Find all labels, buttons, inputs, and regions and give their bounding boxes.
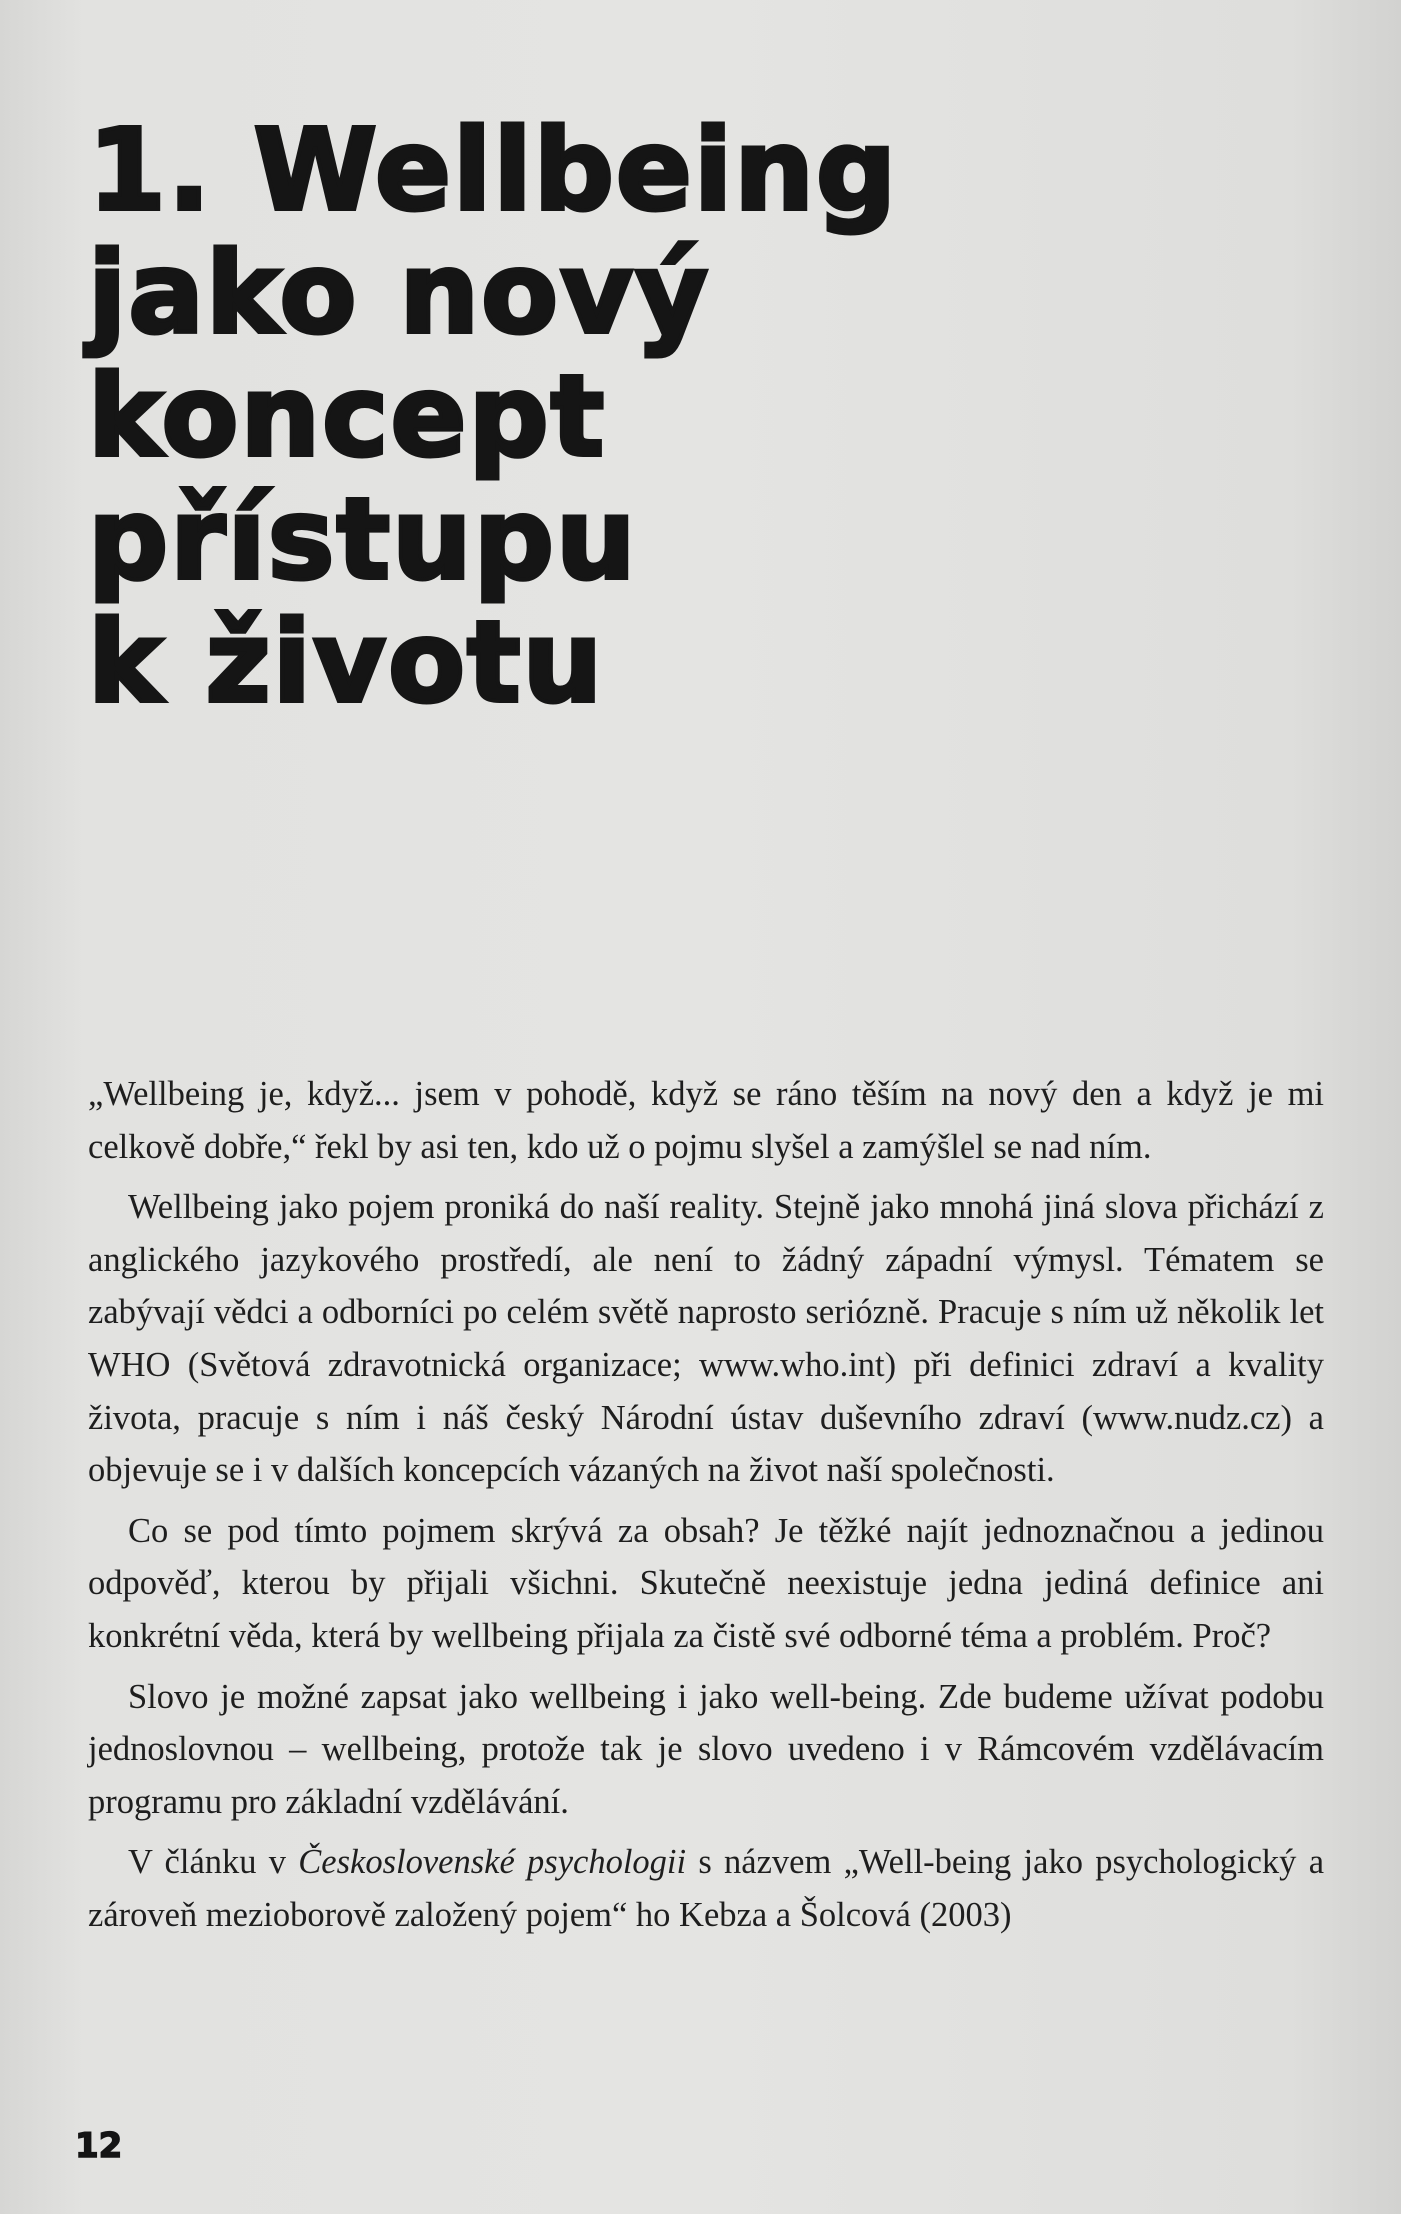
body-text xyxy=(88,1068,1324,1950)
paragraph-intro-quote: „Wellbeing je, když... jsem v pohodě, když se ráno těším na nový den a když je mi celkově dobře,“ řekl by asi ten, kdo už o pojmu slyšel a zamýšlel se nad ním. xyxy=(88,1075,1324,1166)
chapter-title xyxy=(88,106,1238,728)
paragraph xyxy=(88,1836,1324,1941)
journal-title: Československé psychologii xyxy=(298,1843,687,1882)
paragraph-text: s názvem „Well-being jako psychologický a zároveň mezioborově založený pojem“ ho Kebza a Šolcová (2003) xyxy=(88,1843,1325,1934)
chapter-title-line: k životu xyxy=(88,598,605,728)
chapter-title-line: koncept xyxy=(88,352,607,482)
paragraph: Wellbeing jako pojem proniká do naší reality. Stejně jako mnohá jiná slova přichází z anglického jazykového prostředí, ale není to žádný západní výmysl. Tématem se zabývají vědci a odborníci po celém světě naprosto seriózně. Pracuje s ním už několik let WHO (Světová zdravotnická organizace; www.who.int) při definici zdraví a kvality života, pracuje s ním i náš český Národní ústav duševního zdraví (www.nudz.cz) a objevuje se i v dalších koncepcích vázaných na život naší společnosti. xyxy=(88,1188,1324,1490)
page-number: 12 xyxy=(75,2126,123,2166)
paragraph: Slovo je možné zapsat jako wellbeing i jako well-being. Zde budeme užívat podobu jednoslovnou – wellbeing, protože tak je slovo uvedeno i v Rámcovém vzdělávacím programu pro základní vzdělávání. xyxy=(88,1677,1324,1821)
paragraph: Co se pod tímto pojmem skrývá za obsah? Je těžké najít jednoznačnou a jedinou odpověď, kterou by přijali všichni. Skutečně neexistuje jedna jediná definice ani konkrétní věda, která by wellbeing přijala za čistě své odborné téma a problém. Proč? xyxy=(88,1511,1324,1655)
chapter-title-line: přístupu xyxy=(88,475,638,605)
chapter-title-line: jako nový xyxy=(88,229,711,359)
paragraph-text: V článku v xyxy=(128,1843,299,1882)
chapter-title-line: 1. Wellbeing xyxy=(88,106,899,236)
